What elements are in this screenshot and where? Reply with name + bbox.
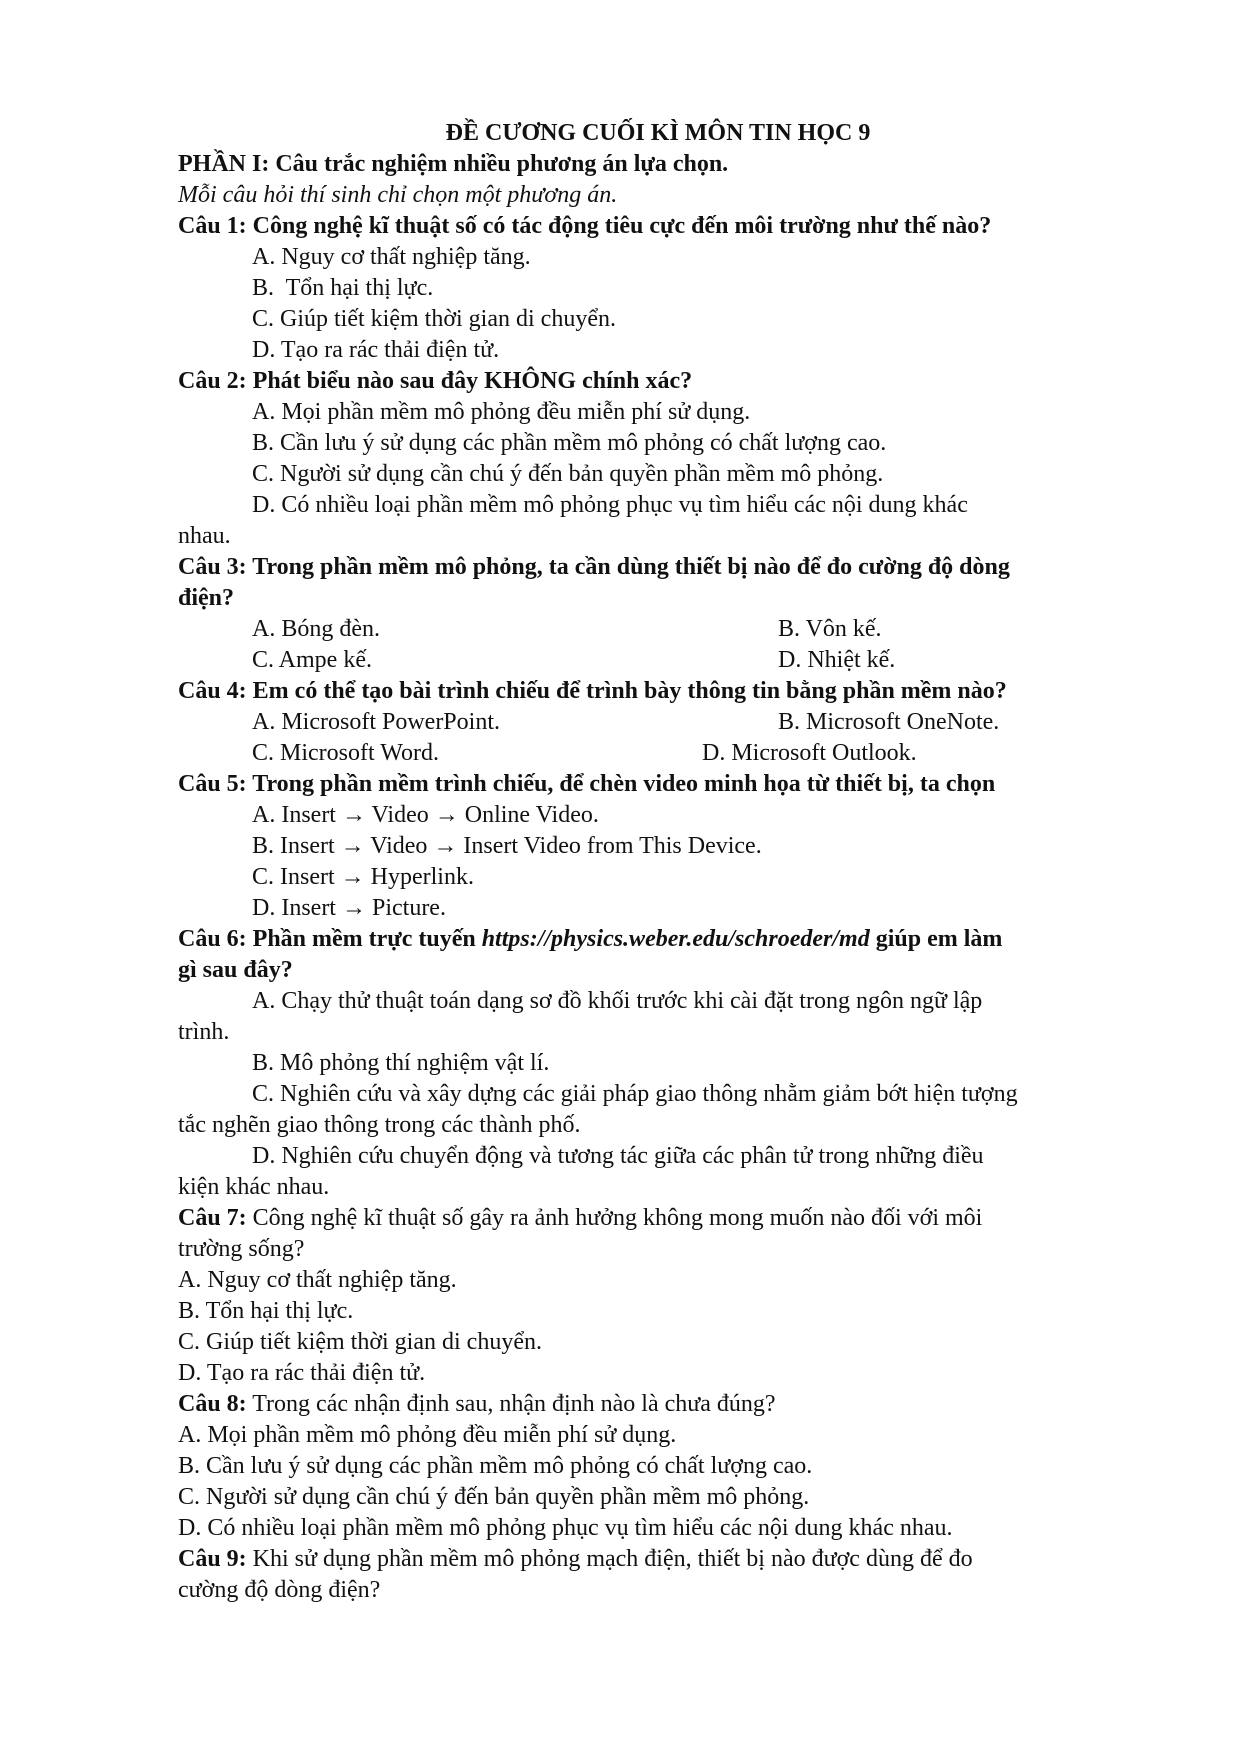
question-4-option-c: C. Microsoft Word. (252, 740, 439, 766)
question-2-option-a: A. Mọi phần mềm mô phỏng đều miễn phí sử dụng. (252, 399, 751, 425)
question-7-option-a: A. Nguy cơ thất nghiệp tăng. (178, 1267, 457, 1293)
question-8-option-d: D. Có nhiều loại phần mềm mô phỏng phục vụ tìm hiểu các nội dung khác nhau. (178, 1515, 953, 1541)
question-6-option-d-continued: kiện khác nhau. (178, 1174, 330, 1200)
question-9-number: Câu 9: (178, 1546, 247, 1572)
question-2-option-b: B. Cần lưu ý sử dụng các phần mềm mô phỏng có chất lượng cao. (252, 430, 887, 456)
question-4-option-d: D. Microsoft Outlook. (702, 740, 917, 766)
question-2-option-d: D. Có nhiều loại phần mềm mô phỏng phục vụ tìm hiểu các nội dung khác (252, 492, 968, 518)
question-6-suffix: giúp em làm (869, 926, 1003, 952)
question-9-text: Khi sử dụng phần mềm mô phỏng mạch điện, thiết bị nào được dùng để đo (246, 1546, 973, 1572)
question-6-option-c-continued: tắc nghẽn giao thông trong các thành phố. (178, 1112, 581, 1138)
question-5-option-d: D. Insert → Picture. (252, 895, 446, 921)
question-4: Câu 4: Em có thể tạo bài trình chiếu để trình bày thông tin bằng phần mềm nào? (178, 678, 1007, 704)
question-6-option-a-continued: trình. (178, 1019, 230, 1045)
part-instruction: Mỗi câu hỏi thí sinh chỉ chọn một phương án. (178, 182, 618, 208)
question-1-option-d: D. Tạo ra rác thải điện tử. (252, 337, 500, 363)
question-6-continued: gì sau đây? (178, 957, 293, 983)
question-7 (178, 1203, 1138, 1234)
question-3: Câu 3: Trong phần mềm mô phỏng, ta cần dùng thiết bị nào để đo cường độ dòng (178, 554, 1010, 580)
question-7-text: Công nghệ kĩ thuật số gây ra ảnh hưởng không mong muốn nào đối với môi (246, 1205, 983, 1231)
question-6-option-d: D. Nghiên cứu chuyển động và tương tác giữa các phân tử trong những điều (252, 1143, 984, 1169)
question-5: Câu 5: Trong phần mềm trình chiếu, để chèn video minh họa từ thiết bị, ta chọn (178, 771, 996, 797)
question-5-option-c: C. Insert → Hyperlink. (252, 864, 474, 890)
question-7-option-b: B. Tổn hại thị lực. (178, 1298, 354, 1324)
question-5-option-a: A. Insert → Video → Online Video. (252, 802, 599, 828)
question-3-options-row-2 (178, 645, 1138, 676)
question-1: Câu 1: Công nghệ kĩ thuật số có tác động tiêu cực đến môi trường như thế nào? (178, 213, 992, 239)
question-8-option-b: B. Cần lưu ý sử dụng các phần mềm mô phỏng có chất lượng cao. (178, 1453, 813, 1479)
question-7-number: Câu 7: (178, 1205, 247, 1231)
question-6-prefix: Câu 6: Phần mềm trực tuyến (178, 926, 482, 952)
question-6 (178, 924, 1138, 955)
question-8-text: Trong các nhận định sau, nhận định nào là chưa đúng? (246, 1391, 776, 1417)
question-3-option-c: C. Ampe kế. (252, 647, 372, 673)
question-9 (178, 1544, 1138, 1575)
question-1-option-b: B. Tổn hại thị lực. (252, 275, 434, 301)
question-2-option-c: C. Người sử dụng cần chú ý đến bản quyền phần mềm mô phỏng. (252, 461, 884, 487)
question-1-option-a: A. Nguy cơ thất nghiệp tăng. (252, 244, 531, 270)
question-6-option-a: A. Chạy thử thuật toán dạng sơ đồ khối trước khi cài đặt trong ngôn ngữ lập (252, 988, 983, 1014)
document-page (178, 118, 1138, 1606)
question-4-options-row-2 (178, 738, 1138, 769)
question-1-option-c: C. Giúp tiết kiệm thời gian di chuyển. (252, 306, 616, 332)
part-heading: PHẦN I: Câu trắc nghiệm nhiều phương án lựa chọn. (178, 151, 729, 177)
question-6-option-b: B. Mô phỏng thí nghiệm vật lí. (252, 1050, 550, 1076)
question-4-option-a: A. Microsoft PowerPoint. (252, 709, 500, 735)
question-7-option-d: D. Tạo ra rác thải điện tử. (178, 1360, 426, 1386)
document-title: ĐỀ CƯƠNG CUỐI KÌ MÔN TIN HỌC 9 (445, 120, 871, 146)
question-4-options-row-1 (178, 707, 1138, 738)
question-8-option-c: C. Người sử dụng cần chú ý đến bản quyền phần mềm mô phỏng. (178, 1484, 810, 1510)
question-3-options-row-1 (178, 614, 1138, 645)
question-9-continued: cường độ dòng điện? (178, 1577, 381, 1603)
question-3-continued: điện? (178, 585, 235, 611)
question-4-option-b: B. Microsoft OneNote. (778, 709, 1000, 735)
question-3-option-d: D. Nhiệt kế. (778, 647, 896, 673)
question-8 (178, 1389, 1138, 1420)
question-3-option-a: A. Bóng đèn. (252, 616, 380, 642)
question-7-option-c: C. Giúp tiết kiệm thời gian di chuyển. (178, 1329, 542, 1355)
question-5-option-b: B. Insert → Video → Insert Video from This Device. (252, 833, 762, 859)
question-6-url: https://physics.weber.edu/schroeder/md (481, 926, 870, 952)
question-2-option-d-continued: nhau. (178, 523, 231, 549)
question-8-option-a: A. Mọi phần mềm mô phỏng đều miễn phí sử dụng. (178, 1422, 677, 1448)
question-7-continued: trường sống? (178, 1236, 305, 1262)
question-2: Câu 2: Phát biểu nào sau đây KHÔNG chính xác? (178, 368, 693, 394)
question-8-number: Câu 8: (178, 1391, 247, 1417)
question-3-option-b: B. Vôn kế. (778, 616, 882, 642)
question-6-option-c: C. Nghiên cứu và xây dựng các giải pháp giao thông nhằm giảm bớt hiện tượng (252, 1081, 1018, 1107)
